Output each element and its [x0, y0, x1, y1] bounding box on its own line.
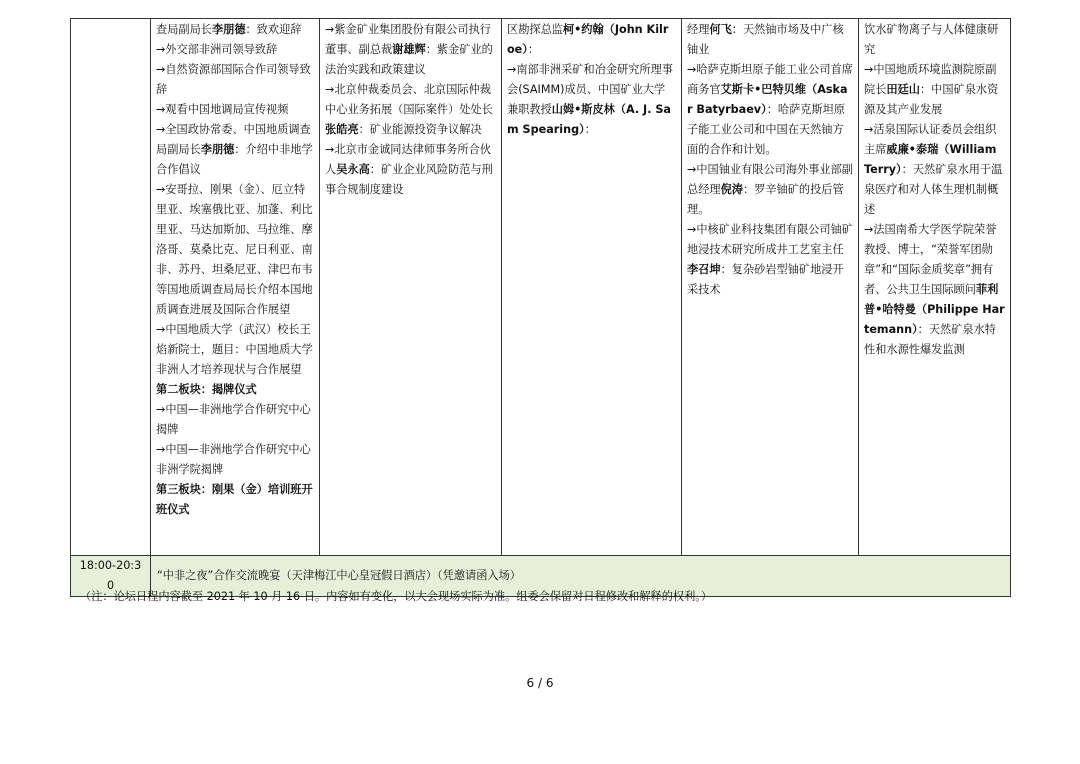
- mineral-water-forum-cell: [859, 19, 1011, 556]
- speaker-name: 第三板块：刚果（金）培训班开班仪式: [156, 483, 313, 516]
- speaker-name: 第二板块：揭牌仪式: [156, 383, 257, 396]
- agenda-text: →观看中国地调局宣传视频: [156, 103, 289, 116]
- agenda-text: →法国南希大学医学院荣誉教授、博士，“荣誉军团勋章”和“国际金质奖章”拥有者、公共卫生国际顾问: [864, 223, 997, 296]
- uranium-forum-cell: [682, 19, 859, 556]
- agenda-item: [864, 60, 1005, 120]
- agenda-item: [864, 20, 1005, 60]
- exploration-forum-cell: [502, 19, 682, 556]
- opening-ceremony-cell: [151, 19, 320, 556]
- agenda-item: [156, 480, 314, 520]
- speaker-name: 山姆•斯皮林（A. J. Sam Spearing）: [507, 103, 671, 136]
- session-row: [71, 19, 1011, 556]
- agenda-item: [507, 60, 676, 140]
- agenda-text: →活泉国际认证委员会组织主席: [864, 123, 997, 156]
- agenda-text: ：介绍中非地学合作倡议: [156, 143, 313, 176]
- agenda-text: →中国—非洲地学合作研究中心揭牌: [156, 403, 311, 436]
- agenda-item: [864, 120, 1005, 220]
- speaker-name: 田廷山: [886, 83, 920, 96]
- speaker-name: 李朋德: [200, 143, 235, 156]
- time-cell-empty: [71, 19, 151, 556]
- evening-event: “中非之夜”合作交流晚宴（天津梅江中心皇冠假日酒店）（凭邀请函入场）: [151, 556, 1011, 597]
- agenda-text: →自然资源部国际合作司领导致辞: [156, 63, 311, 96]
- agenda-text: →中国地质环境监测院原副院长: [864, 63, 997, 96]
- agenda-item: [687, 60, 853, 160]
- page-number: 6 / 6: [526, 676, 554, 690]
- speaker-name: 吴永高: [336, 163, 370, 176]
- speaker-name: 李召坤: [687, 263, 721, 276]
- agenda-text: →全国政协常委、中国地质调查局副局长: [156, 123, 311, 156]
- agenda-text: ：紫金矿业的法治实践和政策建议: [325, 43, 493, 76]
- speaker-name: 何飞: [709, 23, 732, 36]
- speaker-name: 张皓亮: [325, 123, 359, 136]
- agenda-item: [156, 60, 314, 100]
- agenda-text: ：: [584, 123, 596, 136]
- speaker-name: 艾斯卡•巴特贝维（Askar Batyrbaev）: [687, 83, 848, 116]
- agenda-text: →中国铀业有限公司海外事业部副总经理: [687, 163, 853, 196]
- speaker-name: 威廉•泰瑞（William Terry）: [864, 143, 997, 176]
- agenda-item: [156, 100, 314, 120]
- speaker-name: 菲利普•哈特曼（Philippe Hartemann）: [864, 283, 1005, 336]
- agenda-item: [156, 40, 314, 60]
- agenda-text: ：: [527, 43, 540, 56]
- agenda-text: 饮水矿物离子与人体健康研究: [864, 23, 999, 56]
- agenda-text: ：罗辛铀矿的投后管理。: [687, 183, 844, 216]
- agenda-text: 查局副局长: [156, 23, 212, 36]
- speaker-name: 谢雄辉: [392, 43, 426, 56]
- agenda-item: [325, 20, 496, 80]
- agenda-item: [325, 140, 496, 200]
- agenda-text: ：矿业能源投资争议解决: [358, 123, 482, 136]
- agenda-text: →哈萨克斯坦原子能工业公司首席商务官: [687, 63, 853, 96]
- agenda-item: [864, 220, 1005, 360]
- agenda-item: [156, 380, 314, 400]
- agenda-item: [325, 80, 496, 140]
- schedule-note: （注：论坛日程内容截至 2021 年 10 月 16 日。内容如有变化，以大会现场实际为准。组委会保留对日程修改和解释的权利。）: [80, 590, 713, 603]
- agenda-item: [687, 20, 853, 60]
- agenda-text: ：天然矿泉水特性和水源性爆发监测: [864, 323, 996, 356]
- agenda-text: →外交部非洲司领导致辞: [156, 43, 278, 56]
- speaker-name: 李朋德: [211, 23, 246, 36]
- agenda-text: ：矿业企业风险防范与刑事合规制度建设: [325, 163, 493, 196]
- schedule-table: [70, 18, 1011, 597]
- agenda-text: →中核矿业科技集团有限公司铀矿地浸技术研究所成井工艺室主任: [687, 223, 853, 256]
- evening-time: 18:00-20:30: [71, 556, 151, 597]
- agenda-item: [687, 160, 853, 220]
- agenda-text: →中国地质大学（武汉）校长王焰新院士，题目：中国地质大学非洲人才培养现状与合作展望: [156, 323, 313, 376]
- agenda-text: ：哈萨克斯坦原子能工业公司和中国在天然铀方面的合作和计划。: [687, 103, 846, 156]
- agenda-text: →南部非洲采矿和冶金研究所理事会(SAIMM)成员、中国矿业大学兼职教授: [507, 63, 673, 116]
- agenda-text: ：天然矿泉水用于温泉医疗和对人体生理机制概述: [864, 163, 1003, 216]
- agenda-text: 区勘探总监: [507, 23, 563, 36]
- agenda-text: →紫金矿业集团股份有限公司执行董事、副总裁: [325, 23, 491, 56]
- speaker-name: 柯•约翰（John Kilroe）: [507, 23, 669, 56]
- agenda-item: [156, 20, 314, 40]
- agenda-text: ：中国矿泉水资源及其产业发展: [864, 83, 999, 116]
- agenda-item: [156, 400, 314, 440]
- agenda-item: [687, 220, 853, 300]
- agenda-item: [156, 120, 314, 180]
- agenda-text: ：复杂砂岩型铀矿地浸开采技术: [687, 263, 844, 296]
- agenda-item: [156, 320, 314, 380]
- speaker-name: 倪涛: [720, 183, 743, 196]
- agenda-text: ：致欢迎辞: [245, 23, 302, 36]
- agenda-text: →北京市金诚同达律师事务所合伙人: [325, 143, 491, 176]
- agenda-text: 经理: [687, 23, 710, 36]
- agenda-item: [156, 440, 314, 480]
- agenda-item: [507, 20, 676, 60]
- agenda-text: →安哥拉、刚果（金）、厄立特里亚、埃塞俄比亚、加蓬、利比里亚、马达加斯加、马拉维、摩洛哥、莫桑比克、尼日利亚、南非、苏丹、坦桑尼亚、津巴布韦等国地质调查局局长介绍本国地质调查进展及国际合作展望: [156, 183, 313, 316]
- mining-law-forum-cell: [320, 19, 502, 556]
- agenda-text: ：天然铀市场及中广核铀业: [687, 23, 844, 56]
- agenda-item: [156, 180, 314, 320]
- agenda-text: →中国—非洲地学合作研究中心非洲学院揭牌: [156, 443, 311, 476]
- agenda-text: →北京仲裁委员会、北京国际仲裁中心业务拓展（国际案件）处处长: [325, 83, 493, 116]
